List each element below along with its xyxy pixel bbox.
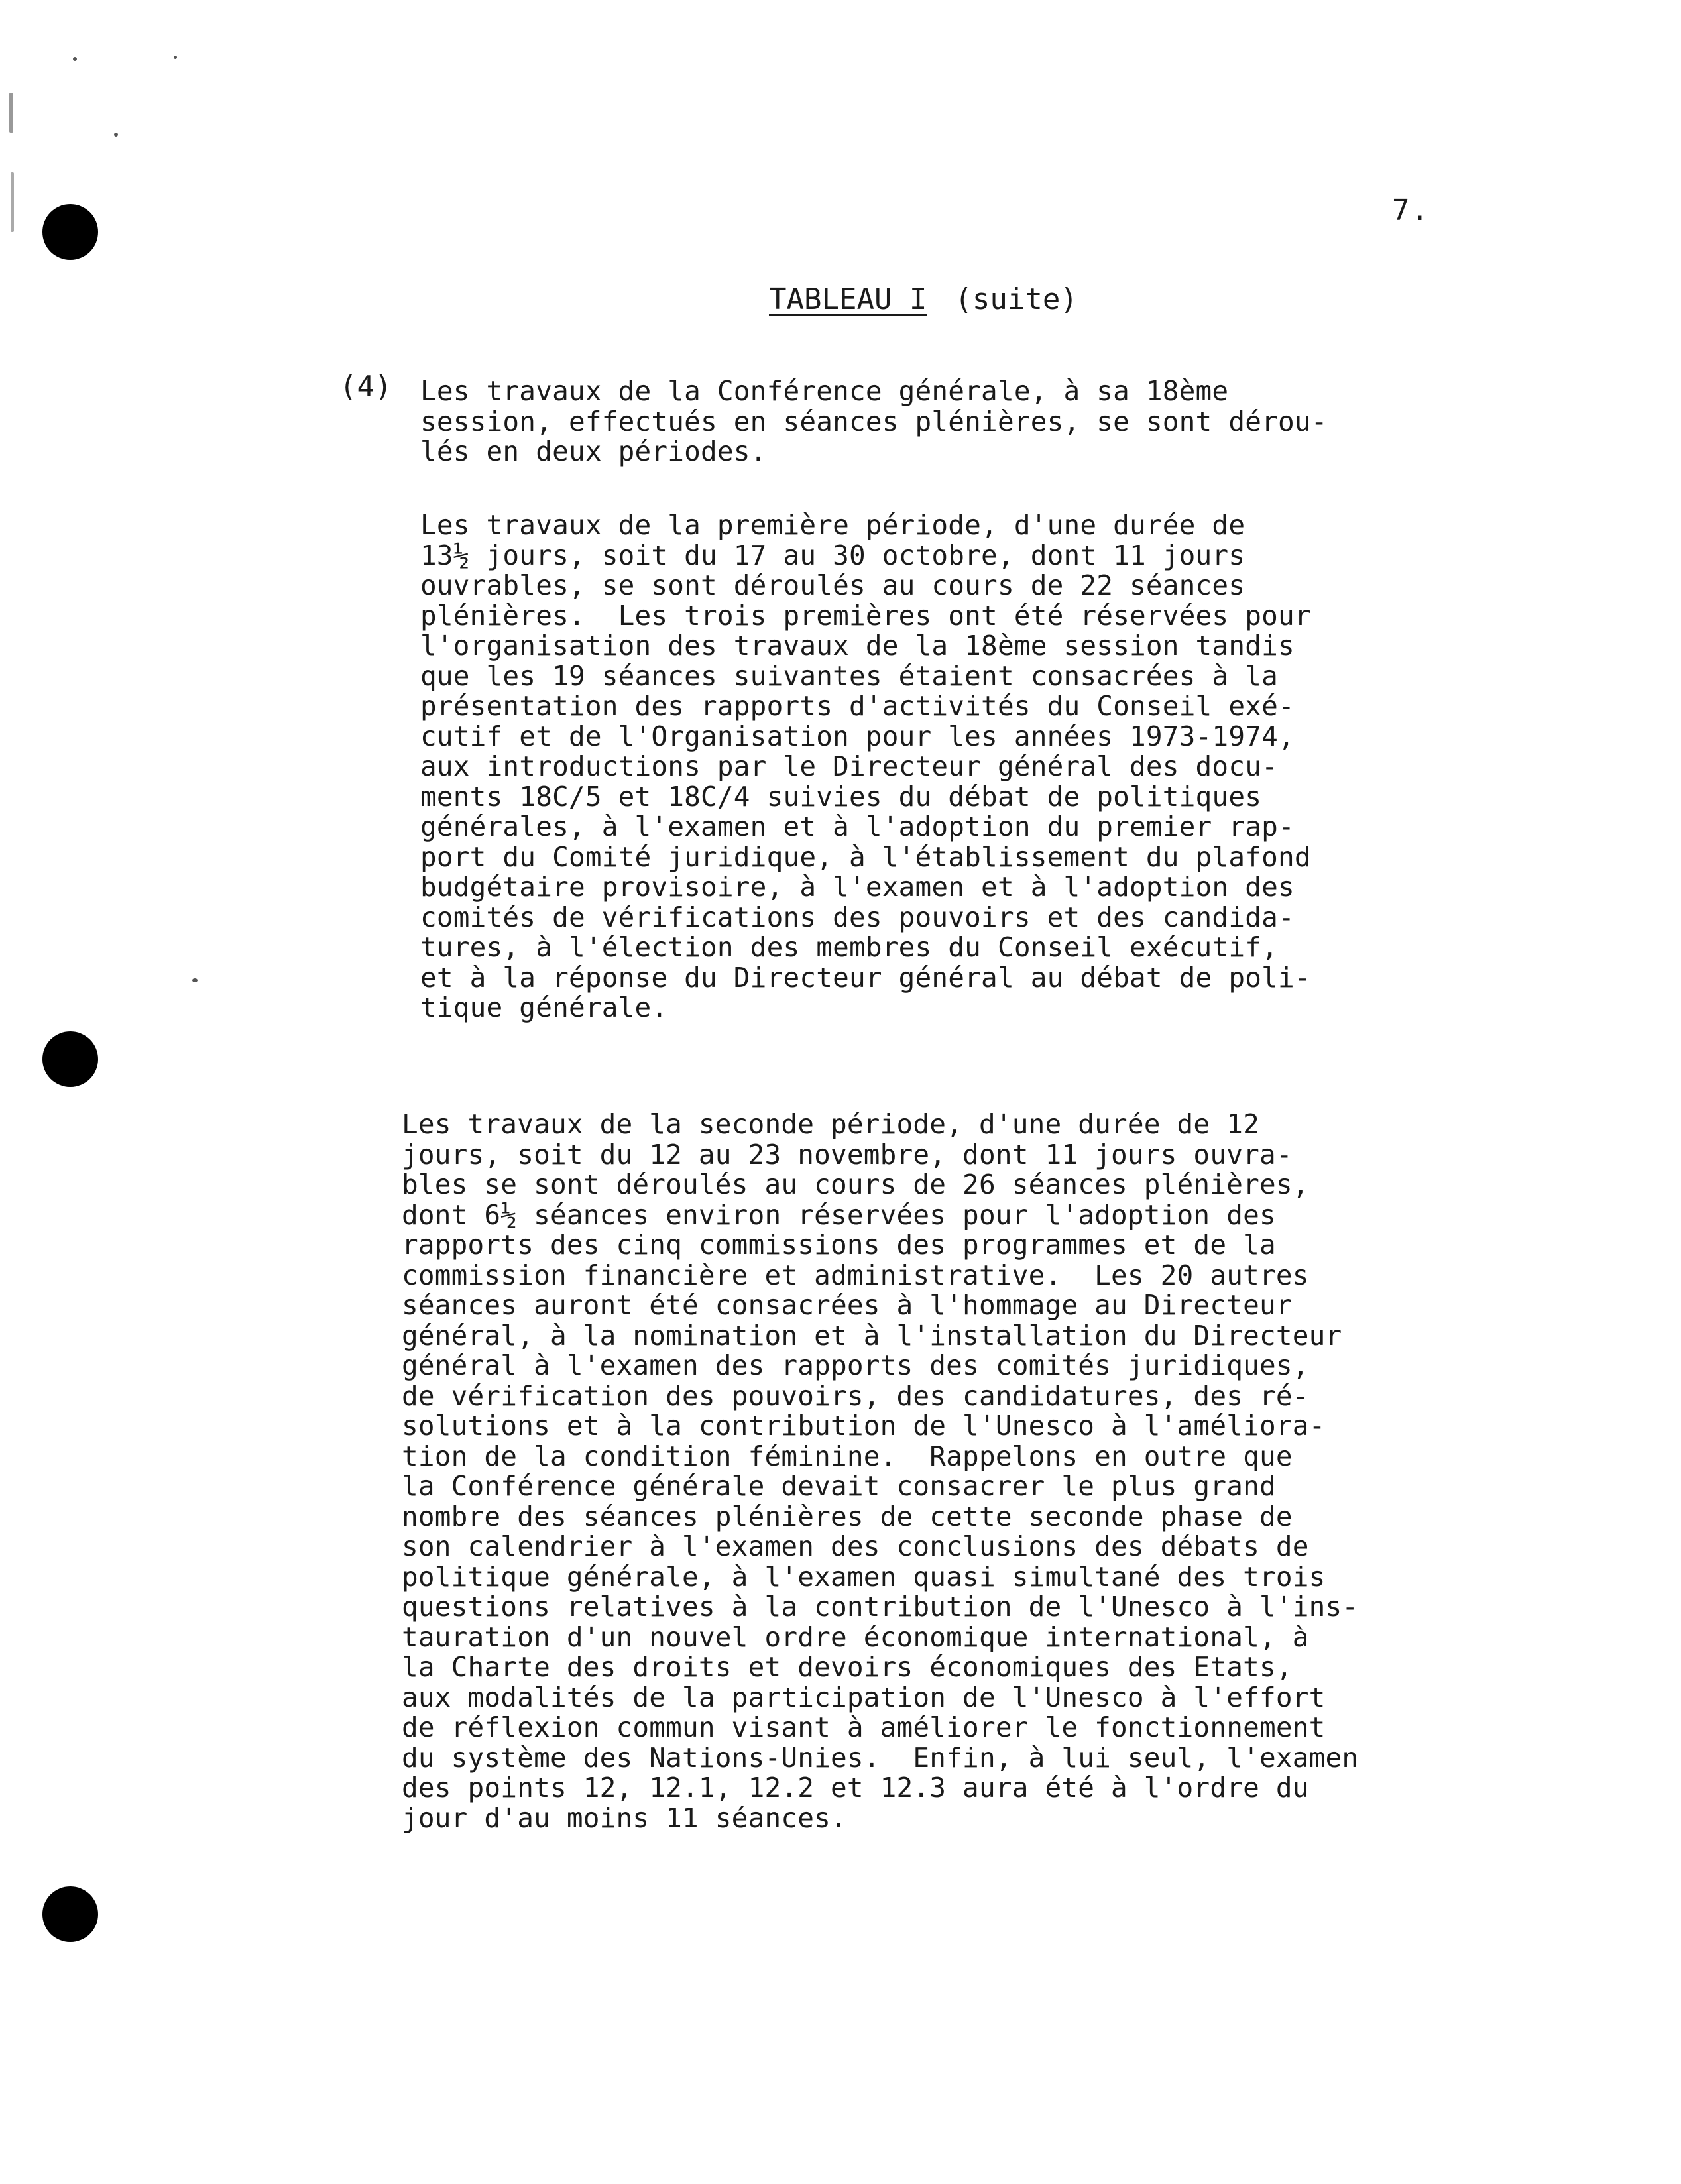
text-line: du système des Nations-Unies. Enfin, à lui seul, l'examen bbox=[402, 1741, 1359, 1774]
punch-hole-top bbox=[42, 204, 98, 260]
paragraph-1 bbox=[420, 376, 1362, 467]
punch-hole-bottom bbox=[42, 1886, 98, 1942]
text-line: questions relatives à la contribution de l'Unesco à l'ins- bbox=[402, 1591, 1359, 1623]
text-line: ouvrables, se sont déroulés au cours de 22 séances bbox=[420, 569, 1246, 601]
text-line: session, effectués en séances plénières, se sont dérou- bbox=[420, 405, 1328, 437]
text-line: de vérification des pouvoirs, des candidatures, des ré- bbox=[402, 1379, 1309, 1412]
text-line: l'organisation des travaux de la 18ème session tandis bbox=[420, 630, 1295, 661]
text-line: commission financière et administrative. Les 20 autres bbox=[402, 1259, 1309, 1291]
text-line: solutions et à la contribution de l'Unesco à l'améliora- bbox=[402, 1410, 1326, 1442]
text-line: 13½ jours, soit du 17 au 30 octobre, dont 11 jours bbox=[420, 539, 1246, 571]
text-line: des points 12, 12.1, 12.2 et 12.3 aura été à l'ordre du bbox=[402, 1772, 1309, 1804]
text-line: tique générale. bbox=[420, 992, 668, 1023]
text-line: Les travaux de la première période, d'une durée de bbox=[420, 509, 1246, 541]
text-line: dont 6½ séances environ réservées pour l'adoption des bbox=[402, 1198, 1276, 1231]
text-line: rapports des cinq commissions des programmes et de la bbox=[402, 1229, 1276, 1261]
page-number: 7. bbox=[1392, 194, 1430, 227]
scan-speck bbox=[11, 172, 14, 232]
text-line: budgétaire provisoire, à l'examen et à l'adoption des bbox=[420, 871, 1295, 903]
text-line: tauration d'un nouvel ordre économique international, à bbox=[402, 1621, 1309, 1653]
text-line: plénières. Les trois premières ont été réservées pour bbox=[420, 599, 1311, 632]
scan-speck bbox=[192, 978, 198, 982]
title-suffix: (suite) bbox=[955, 282, 1078, 316]
text-line: tures, à l'élection des membres du Conseil exécutif, bbox=[420, 931, 1278, 963]
text-line: générales, à l'examen et à l'adoption du premier rap- bbox=[420, 811, 1295, 842]
text-line: port du Comité juridique, à l'établissement du plafond bbox=[420, 840, 1311, 873]
text-line: de réflexion commun visant à améliorer le fonctionnement bbox=[402, 1711, 1326, 1743]
paragraph-3 bbox=[402, 1108, 1359, 1834]
text-line: tion de la condition féminine. Rappelons en outre que bbox=[402, 1440, 1293, 1472]
text-line: la Conférence générale devait consacrer le plus grand bbox=[402, 1470, 1276, 1502]
text-line: et à la réponse du Directeur général au débat de poli- bbox=[420, 961, 1311, 994]
text-line: que les 19 séances suivantes étaient consacrées à la bbox=[420, 660, 1278, 692]
punch-hole-middle bbox=[42, 1031, 98, 1087]
scan-speck bbox=[174, 56, 177, 59]
text-line: général à l'examen des rapports des comités juridiques, bbox=[402, 1350, 1309, 1381]
text-line: jours, soit du 12 au 23 novembre, dont 11 jours ouvra- bbox=[402, 1138, 1293, 1171]
text-line: cutif et de l'Organisation pour les années 1973-1974, bbox=[420, 720, 1295, 752]
note-number: (4) bbox=[339, 370, 392, 404]
text-line: général, à la nomination et à l'installation du Directeur bbox=[402, 1319, 1342, 1351]
text-line: nombre des séances plénières de cette seconde phase de bbox=[402, 1500, 1293, 1532]
text-line: aux modalités de la participation de l'Unesco à l'effort bbox=[402, 1681, 1326, 1713]
text-line: aux introductions par le Directeur général des docu- bbox=[420, 750, 1278, 782]
text-line: jour d'au moins 11 séances. bbox=[402, 1802, 847, 1834]
text-line: politique générale, à l'examen quasi simultané des trois bbox=[402, 1560, 1326, 1593]
text-line: ments 18C/5 et 18C/4 suivies du débat de politiques bbox=[420, 780, 1262, 813]
text-line: la Charte des droits et devoirs économiques des Etats, bbox=[402, 1651, 1293, 1683]
text-line: Les travaux de la Conférence générale, à sa 18ème bbox=[420, 375, 1229, 407]
text-line: son calendrier à l'examen des conclusions des débats de bbox=[402, 1530, 1309, 1562]
scan-speck bbox=[114, 133, 118, 137]
text-line: présentation des rapports d'activités du Conseil exé- bbox=[420, 690, 1295, 722]
page-title bbox=[769, 282, 1078, 316]
text-line: comités de vérifications des pouvoirs et des candida- bbox=[420, 901, 1295, 933]
paragraph-2 bbox=[420, 510, 1362, 1023]
text-line: Les travaux de la seconde période, d'une durée de 12 bbox=[402, 1108, 1259, 1140]
scan-speck bbox=[73, 57, 77, 61]
text-line: lés en deux périodes. bbox=[420, 435, 767, 467]
scan-speck bbox=[9, 93, 13, 133]
title-main: TABLEAU I bbox=[769, 282, 927, 316]
text-line: bles se sont déroulés au cours de 26 séances plénières, bbox=[402, 1169, 1309, 1200]
text-line: séances auront été consacrées à l'hommage au Directeur bbox=[402, 1289, 1293, 1321]
